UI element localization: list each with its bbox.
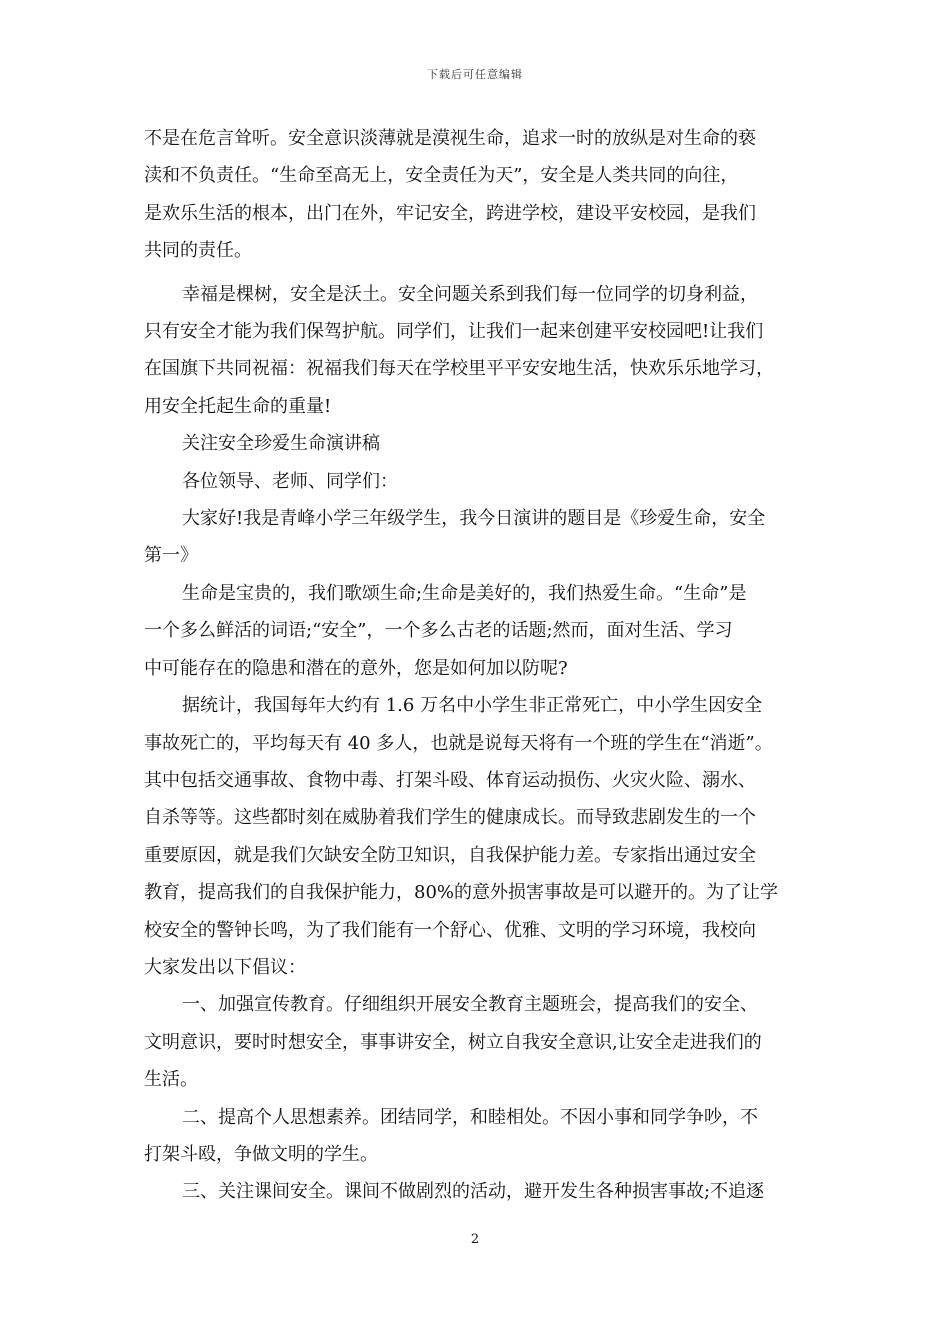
text-line: 生命是宝贵的，我们歌颂生命;生命是美好的，我们热爱生命。“生命”是 [182, 582, 747, 604]
paragraph [144, 687, 808, 986]
speech-title [144, 425, 808, 462]
text-line: 用安全托起生命的重量! [144, 395, 332, 417]
text-line: 生活。 [144, 1069, 198, 1091]
paragraph [144, 1173, 808, 1210]
text-line: 三、关注课间安全。课间不做剧烈的活动，避开发生各种损害事故;不追逐 [182, 1181, 765, 1203]
text-line: 是欢乐生活的根本，出门在外，牢记安全，跨进学校，建设平安校园，是我们 [144, 202, 756, 224]
document-body [144, 120, 808, 1211]
text-line: 一个多么鲜活的词语;“安全”，一个多么古老的话题;然而，面对生活、学习 [144, 620, 733, 642]
text-line: 其中包括交通事故、食物中毒、打架斗殴、体育运动损伤、火灾火险、溺水、 [144, 769, 756, 791]
paragraph [144, 575, 808, 687]
paragraph [144, 500, 808, 575]
text-line: 打架斗殴，争做文明的学生。 [144, 1143, 378, 1165]
text-line: 渎和不负责任。“生命至高无上，安全责任为天”，安全是人类共同的向往， [144, 165, 739, 187]
paragraph [144, 986, 808, 1098]
text-line: 一、加强宣传教育。仔细组织开展安全教育主题班会，提高我们的安全、 [182, 994, 758, 1016]
text-line: 校安全的警钟长鸣，为了我们能有一个舒心、优雅、文明的学习环境，我校向 [144, 919, 756, 941]
text-line: 大家好!我是青峰小学三年级学生，我今日演讲的题目是《珍爱生命，安全 [182, 508, 766, 530]
text-line: 事故死亡的，平均每天有 40 多人，也就是说每天将有一个班的学生在“消逝”。 [144, 732, 773, 754]
paragraph [144, 276, 808, 426]
page-number: 2 [470, 1232, 480, 1247]
text-line: 教育，提高我们的自我保护能力，80%的意外损害事故是可以避开的。为了让学 [144, 882, 779, 904]
text-line: 据统计，我国每年大约有 1.6 万名中小学生非正常死亡，中小学生因安全 [182, 695, 763, 717]
paragraph [144, 1099, 808, 1174]
text-line: 重要原因，就是我们欠缺安全防卫知识，自我保护能力差。专家指出通过安全 [144, 844, 756, 866]
text-line: 第一》 [144, 545, 198, 567]
text-line: 文明意识，要时时想安全，事事讲安全，树立自我安全意识,让安全走进我们的 [144, 1031, 762, 1053]
page-header: 下载后可任意编辑 [427, 68, 523, 81]
text-line: 只有安全才能为我们保驾护航。同学们，让我们一起来创建平安校园吧!让我们 [144, 321, 764, 343]
text-line: 二、提高个人思想素养。团结同学，和睦相处。不因小事和同学争吵，不 [182, 1106, 758, 1128]
salutation [144, 463, 808, 500]
text-line: 自杀等等。这些都时刻在威胁着我们学生的健康成长。而导致悲剧发生的一个 [144, 807, 756, 829]
text-line: 不是在危言耸听。安全意识淡薄就是漠视生命，追求一时的放纵是对生命的亵 [144, 128, 756, 149]
text-line: 共同的责任。 [144, 240, 252, 262]
text-line: 关注安全珍爱生命演讲稿 [182, 433, 380, 455]
text-line: 中可能存在的隐患和潜在的意外，您是如何加以防呢? [144, 657, 568, 679]
text-line: 各位领导、老师、同学们： [182, 470, 398, 492]
paragraph [144, 120, 808, 270]
text-line: 大家发出以下倡议： [144, 956, 306, 978]
text-line: 在国旗下共同祝福：祝福我们每天在学校里平平安安地生活，快欢乐乐地学习， [144, 358, 774, 380]
text-line: 幸福是棵树，安全是沃土。安全问题关系到我们每一位同学的切身利益， [182, 283, 758, 305]
